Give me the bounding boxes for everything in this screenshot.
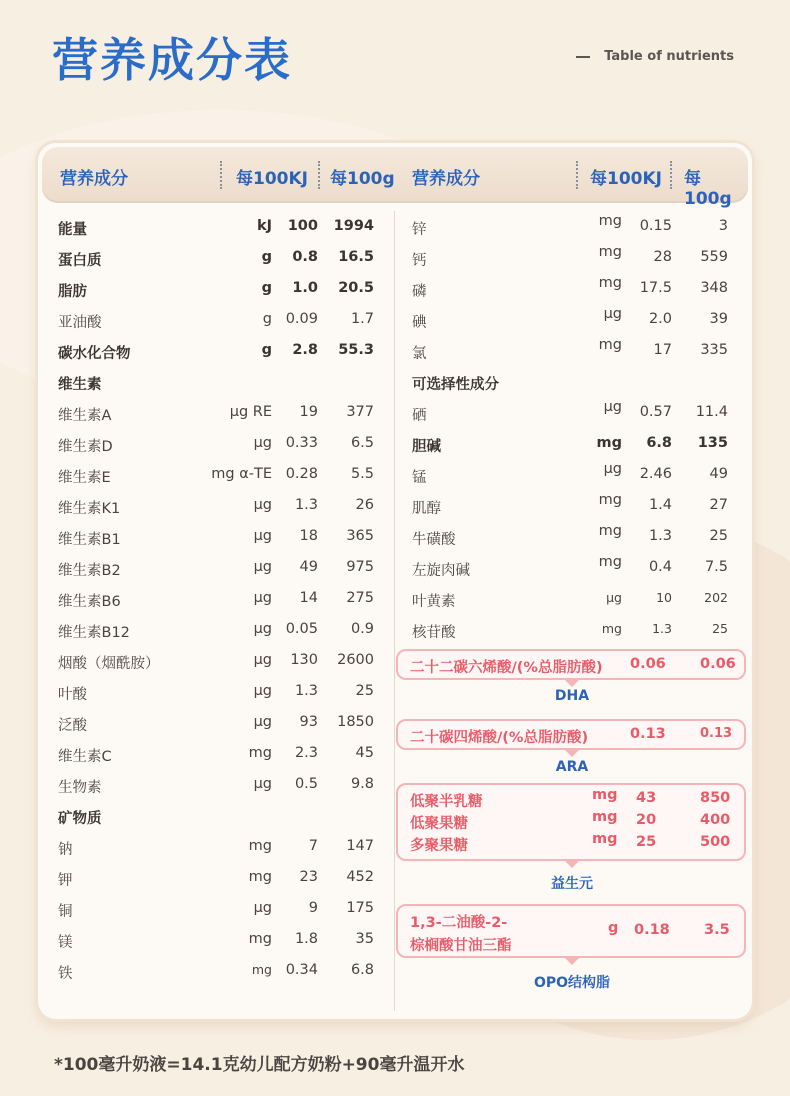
prebiotic-name: 低聚果糖 xyxy=(410,816,468,832)
table-row xyxy=(58,339,378,363)
unit: mg xyxy=(601,621,622,636)
nutrient-name: 维生素K1 xyxy=(58,501,121,517)
per-g-value: 1850 xyxy=(337,714,374,730)
nutrient-name: 锌 xyxy=(412,222,427,238)
per-g-value: 9.8 xyxy=(350,776,374,792)
per-g-value: 7.5 xyxy=(704,559,728,575)
nutrient-name: 牛磺酸 xyxy=(412,532,456,548)
per-g-value: 850 xyxy=(700,790,731,806)
table-row xyxy=(58,649,378,673)
unit: μg xyxy=(253,683,272,699)
nutrient-name: 维生素E xyxy=(58,470,111,486)
table-row xyxy=(58,370,378,394)
nutrient-name: 铁 xyxy=(58,966,73,982)
per-g-value: 559 xyxy=(700,249,728,265)
opo-tag: OPO结构脂 xyxy=(533,975,611,991)
nutrient-name: 胆碱 xyxy=(412,439,441,455)
opo-per-g: 3.5 xyxy=(704,922,730,938)
nutrient-name: 碳水化合物 xyxy=(58,346,131,362)
nutrient-name: 锰 xyxy=(412,470,427,486)
ara-name: 二十碳四烯酸/(%总脂肪酸) xyxy=(410,730,589,746)
per-g-value: 500 xyxy=(700,834,731,850)
per-kj-value: 20 xyxy=(636,812,657,828)
table-row xyxy=(412,556,738,580)
nutrient-name: 维生素B6 xyxy=(58,594,121,610)
unit: μg xyxy=(253,435,272,451)
dotted-separator xyxy=(576,161,578,189)
per-g-value: 6.8 xyxy=(350,962,374,978)
per-g-value: 202 xyxy=(704,590,728,605)
unit: g xyxy=(261,342,272,358)
table-row xyxy=(58,897,378,921)
prebiotic-name: 低聚半乳糖 xyxy=(410,794,483,810)
nutrition-table-card xyxy=(38,143,752,1019)
per-g-value: 49 xyxy=(709,466,728,482)
ara-box xyxy=(396,719,746,750)
per-kj-value: 0.15 xyxy=(639,218,672,234)
unit: μg xyxy=(253,497,272,513)
table-row xyxy=(58,587,378,611)
dha-per-kj: 0.06 xyxy=(630,656,666,672)
nutrient-name: 生物素 xyxy=(58,780,102,796)
per-g-value: 135 xyxy=(697,435,728,451)
nutrient-name: 亚油酸 xyxy=(58,315,102,331)
opo-box xyxy=(396,904,746,958)
unit: mg xyxy=(251,962,272,977)
table-header xyxy=(42,147,748,209)
unit: mg xyxy=(592,809,618,825)
unit: μg xyxy=(253,776,272,792)
unit: mg xyxy=(592,787,618,803)
unit: mg xyxy=(598,554,622,570)
per-g-value: 2600 xyxy=(337,652,374,668)
per-g-value: 45 xyxy=(355,745,374,761)
table-row xyxy=(58,711,378,735)
per-kj-value: 17 xyxy=(653,342,672,358)
table-row xyxy=(58,525,378,549)
unit: μg xyxy=(253,652,272,668)
per-g-value: 975 xyxy=(346,559,374,575)
table-row xyxy=(412,370,738,394)
nutrient-name: 钙 xyxy=(412,253,427,269)
unit: μg xyxy=(253,621,272,637)
column-divider xyxy=(394,211,395,1011)
table-row xyxy=(412,215,738,239)
unit: μg RE xyxy=(229,404,272,420)
table-row xyxy=(412,308,738,332)
per-g-value: 452 xyxy=(346,869,374,885)
pointer-icon xyxy=(565,958,579,965)
per-g-value: 20.5 xyxy=(338,280,374,296)
unit: mg α-TE xyxy=(211,466,272,482)
per-g-value: 0.9 xyxy=(350,621,374,637)
per-g-value: 3 xyxy=(718,218,728,234)
per-g-value: 16.5 xyxy=(338,249,374,265)
per-g-value: 147 xyxy=(346,838,374,854)
header-per-g-right: 每100g xyxy=(684,169,732,209)
per-kj-value: 0.57 xyxy=(639,404,672,420)
per-kj-value: 14 xyxy=(299,590,318,606)
dha-name: 二十二碳六烯酸/(%总脂肪酸) xyxy=(410,660,603,676)
table-row xyxy=(412,401,738,425)
header-per-g-left: 每100g xyxy=(330,169,395,189)
table-row xyxy=(58,215,378,239)
per-kj-value: 0.5 xyxy=(294,776,318,792)
unit: mg xyxy=(248,838,272,854)
unit: mg xyxy=(598,275,622,291)
table-row xyxy=(412,525,738,549)
unit: μg xyxy=(603,461,622,477)
table-row xyxy=(58,432,378,456)
per-g-value: 275 xyxy=(346,590,374,606)
nutrient-name: 蛋白质 xyxy=(58,253,102,269)
per-kj-value: 0.4 xyxy=(648,559,672,575)
header-per-kj-left: 每100KJ xyxy=(236,169,308,189)
table-row xyxy=(58,246,378,270)
table-row xyxy=(412,339,738,363)
per-kj-value: 28 xyxy=(653,249,672,265)
unit: mg xyxy=(596,435,622,451)
table-row xyxy=(58,494,378,518)
subtitle-text: Table of nutrients xyxy=(604,49,734,64)
ara-per-g: 0.13 xyxy=(700,726,733,741)
per-kj-value: 0.33 xyxy=(285,435,318,451)
unit: μg xyxy=(253,528,272,544)
prebiotic-name: 多聚果糖 xyxy=(410,838,468,854)
per-kj-value: 1.3 xyxy=(294,683,318,699)
per-kj-value: 2.8 xyxy=(292,342,318,358)
unit: mg xyxy=(598,244,622,260)
per-kj-value: 93 xyxy=(299,714,318,730)
per-g-value: 35 xyxy=(355,931,374,947)
nutrient-name: 可选择性成分 xyxy=(412,377,499,393)
per-kj-value: 18 xyxy=(299,528,318,544)
unit: kJ xyxy=(256,218,272,234)
dha-box xyxy=(396,649,746,680)
unit: μg xyxy=(253,559,272,575)
unit: mg xyxy=(598,492,622,508)
table-row xyxy=(58,401,378,425)
per-kj-value: 1.0 xyxy=(292,280,318,296)
per-g-value: 25 xyxy=(709,528,728,544)
per-kj-value: 19 xyxy=(299,404,318,420)
nutrient-name: 叶黄素 xyxy=(412,594,456,610)
unit: mg xyxy=(248,745,272,761)
table-row xyxy=(58,277,378,301)
header-nutrient-left: 营养成分 xyxy=(60,169,128,189)
nutrient-name: 叶酸 xyxy=(58,687,87,703)
dash-icon xyxy=(576,56,590,58)
per-g-value: 1.7 xyxy=(350,311,374,327)
table-row xyxy=(58,680,378,704)
pointer-icon xyxy=(565,861,579,868)
nutrient-name: 能量 xyxy=(58,222,87,238)
per-g-value: 5.5 xyxy=(350,466,374,482)
opo-per-kj: 0.18 xyxy=(634,922,670,938)
dha-tag: DHA xyxy=(554,688,590,704)
unit: mg xyxy=(248,931,272,947)
per-g-value: 6.5 xyxy=(350,435,374,451)
per-kj-value: 23 xyxy=(299,869,318,885)
per-g-value: 1994 xyxy=(333,218,374,234)
nutrient-name: 碘 xyxy=(412,315,427,331)
per-g-value: 26 xyxy=(355,497,374,513)
unit: mg xyxy=(592,831,618,847)
ara-per-kj: 0.13 xyxy=(630,726,666,742)
per-g-value: 55.3 xyxy=(338,342,374,358)
nutrient-name: 铜 xyxy=(58,904,73,920)
per-g-value: 11.4 xyxy=(695,404,728,420)
unit: μg xyxy=(603,399,622,415)
nutrient-name: 氯 xyxy=(412,346,427,362)
per-kj-value: 9 xyxy=(308,900,318,916)
per-kj-value: 17.5 xyxy=(639,280,672,296)
opo-unit: g xyxy=(608,920,619,936)
table-row xyxy=(412,587,738,611)
dotted-separator xyxy=(318,161,320,189)
nutrient-name: 左旋肉碱 xyxy=(412,563,470,579)
opo-name-line1: 1,3-二油酸-2- xyxy=(410,915,508,931)
table-row xyxy=(58,618,378,642)
nutrient-name: 维生素B12 xyxy=(58,625,130,641)
unit: mg xyxy=(598,337,622,353)
nutrient-name: 维生素A xyxy=(58,408,112,424)
unit: g xyxy=(261,280,272,296)
header-nutrient-right: 营养成分 xyxy=(412,169,480,189)
pointer-icon xyxy=(565,680,579,687)
table-row xyxy=(412,618,738,642)
per-g-value: 25 xyxy=(712,621,728,636)
per-g-value: 335 xyxy=(700,342,728,358)
per-g-value: 25 xyxy=(355,683,374,699)
table-row xyxy=(412,494,738,518)
table-row xyxy=(58,804,378,828)
nutrient-name: 肌醇 xyxy=(412,501,441,517)
per-kj-value: 1.3 xyxy=(652,621,672,636)
per-kj-value: 100 xyxy=(287,218,318,234)
pointer-icon xyxy=(565,750,579,757)
table-row xyxy=(58,928,378,952)
per-kj-value: 1.8 xyxy=(294,931,318,947)
per-kj-value: 10 xyxy=(656,590,672,605)
per-kj-value: 2.0 xyxy=(648,311,672,327)
per-kj-value: 0.09 xyxy=(285,311,318,327)
nutrient-name: 矿物质 xyxy=(58,811,102,827)
per-kj-value: 25 xyxy=(636,834,657,850)
header-per-kj-right: 每100KJ xyxy=(590,169,662,189)
per-kj-value: 0.28 xyxy=(285,466,318,482)
unit: mg xyxy=(598,213,622,229)
table-row xyxy=(58,742,378,766)
table-row xyxy=(58,835,378,859)
per-kj-value: 2.46 xyxy=(639,466,672,482)
nutrient-name: 镁 xyxy=(58,935,73,951)
per-kj-value: 0.05 xyxy=(285,621,318,637)
per-g-value: 27 xyxy=(709,497,728,513)
per-kj-value: 1.4 xyxy=(648,497,672,513)
table-row xyxy=(58,773,378,797)
table-row xyxy=(412,463,738,487)
per-kj-value: 0.8 xyxy=(292,249,318,265)
per-kj-value: 6.8 xyxy=(646,435,672,451)
nutrient-name: 钾 xyxy=(58,873,73,889)
per-kj-value: 1.3 xyxy=(648,528,672,544)
per-kj-value: 49 xyxy=(299,559,318,575)
nutrient-name: 泛酸 xyxy=(58,718,87,734)
per-kj-value: 130 xyxy=(290,652,318,668)
table-row xyxy=(412,432,738,456)
table-row xyxy=(58,463,378,487)
per-kj-value: 7 xyxy=(308,838,318,854)
ara-tag: ARA xyxy=(555,759,589,775)
nutrient-name: 维生素D xyxy=(58,439,113,455)
per-g-value: 400 xyxy=(700,812,731,828)
nutrient-name: 维生素 xyxy=(58,377,102,393)
table-row xyxy=(58,308,378,332)
opo-name-line2: 棕榈酸甘油三酯 xyxy=(410,938,512,954)
per-kj-value: 2.3 xyxy=(294,745,318,761)
nutrient-name: 钠 xyxy=(58,842,73,858)
unit: mg xyxy=(598,523,622,539)
nutrient-name: 脂肪 xyxy=(58,284,87,300)
dotted-separator xyxy=(670,161,672,189)
unit: μg xyxy=(603,306,622,322)
unit: g xyxy=(262,311,272,327)
nutrient-name: 磷 xyxy=(412,284,427,300)
page-title: 营养成分表 xyxy=(52,33,292,87)
dha-per-g: 0.06 xyxy=(700,656,736,672)
prebiotics-box xyxy=(396,783,746,861)
unit: g xyxy=(261,249,272,265)
footnote: *100毫升奶液=14.1克幼儿配方奶粉+90毫升温开水 xyxy=(54,1055,465,1075)
per-g-value: 365 xyxy=(346,528,374,544)
per-g-value: 175 xyxy=(346,900,374,916)
table-row xyxy=(58,866,378,890)
nutrient-name: 维生素C xyxy=(58,749,112,765)
nutrient-name: 硒 xyxy=(412,408,427,424)
unit: μg xyxy=(606,590,622,605)
nutrient-name: 维生素B2 xyxy=(58,563,121,579)
per-kj-value: 43 xyxy=(636,790,657,806)
table-row xyxy=(412,246,738,270)
page-subtitle xyxy=(576,49,734,64)
per-g-value: 348 xyxy=(700,280,728,296)
unit: μg xyxy=(253,714,272,730)
unit: μg xyxy=(253,900,272,916)
unit: mg xyxy=(248,869,272,885)
table-row xyxy=(58,959,378,983)
table-row xyxy=(58,556,378,580)
per-g-value: 39 xyxy=(709,311,728,327)
per-kj-value: 1.3 xyxy=(294,497,318,513)
per-g-value: 377 xyxy=(346,404,374,420)
nutrient-name: 核苷酸 xyxy=(412,625,456,641)
unit: μg xyxy=(253,590,272,606)
table-row xyxy=(412,277,738,301)
nutrient-name: 烟酸（烟酰胺） xyxy=(58,656,160,672)
per-kj-value: 0.34 xyxy=(285,962,318,978)
dotted-separator xyxy=(220,161,222,189)
prebiotics-tag: 益生元 xyxy=(551,876,593,892)
nutrient-name: 维生素B1 xyxy=(58,532,121,548)
